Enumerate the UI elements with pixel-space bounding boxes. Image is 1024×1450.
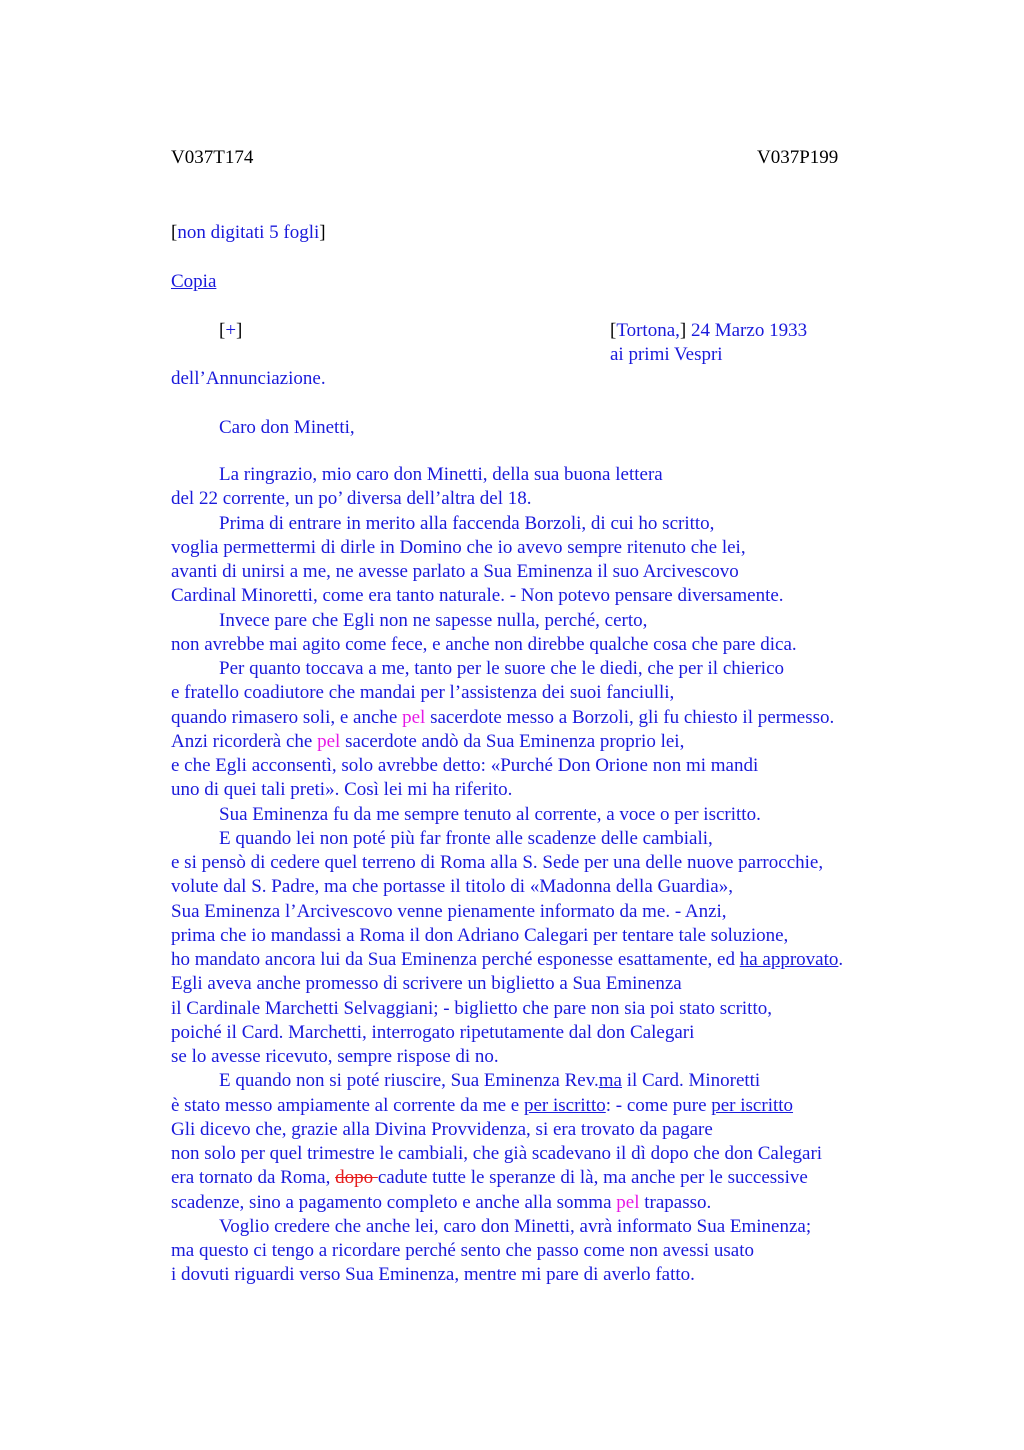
body-line [171, 948, 931, 972]
line-text: voglia permettermi di dirle in Domino che io avevo sempre ritenuto che lei, [171, 536, 746, 558]
line-text: Prima di entrare in merito alla faccenda Borzoli, di cui ho scritto, [219, 512, 715, 534]
highlight-text: pel [402, 706, 426, 728]
line-text: La ringrazio, mio caro don Minetti, della sua buona lettera [219, 464, 663, 485]
line-text: avanti di unirsi a me, ne avesse parlato a Sua Eminenza il suo Arcivescovo [171, 561, 739, 582]
highlight-text: pel [317, 730, 341, 752]
line-text: era tornato da Roma, [171, 1167, 336, 1189]
body-line [171, 1069, 931, 1093]
body-line [171, 487, 931, 511]
body-line [171, 609, 931, 633]
body-line [171, 536, 931, 560]
line-text: il Cardinale Marchetti Selvaggiani; - biglietto che pare non sia poi stato scritto, [171, 997, 772, 1019]
struck-text: dopo [335, 1167, 378, 1189]
bracket-open: [ [219, 320, 226, 341]
note-text: non digitati 5 fogli [177, 222, 320, 243]
body-line [171, 875, 931, 899]
header-left-code: V037T174 [171, 147, 254, 168]
editorial-note [171, 221, 326, 245]
line-text: uno di quei tali preti». Così lei mi ha riferito. [171, 779, 513, 801]
line-text: e che Egli acconsentì, solo avrebbe detto: «Purché Don Orione non mi mandi [171, 755, 759, 776]
line-text: volute dal S. Padre, ma che portasse il titolo di «Madonna della Guardia», [171, 876, 733, 898]
line-text: E quando non si poté riuscire, Sua Eminenza Rev. [219, 1070, 599, 1092]
line-text: non solo per quel trimestre le cambiali, che già scadevano il dì dopo che don Calegari [171, 1143, 823, 1164]
line-text: il Card. Minoretti [621, 1070, 761, 1092]
line-text: è stato messo ampiamente al corrente da me e [171, 1094, 524, 1116]
line-text: non avrebbe mai agito come fece, e anche non direbbe qualche cosa che pare dica. [171, 633, 797, 655]
body-line [171, 924, 931, 948]
bracket-close: ] [319, 222, 326, 243]
line-text: quando rimasero soli, e anche [171, 706, 403, 728]
underlined-text: per iscritto [523, 1094, 606, 1116]
body-line [171, 851, 931, 875]
body-line [171, 657, 931, 681]
line-text: Anzi ricorderà che [171, 730, 318, 752]
line-text: i dovuti riguardi verso Sua Eminenza, mentre mi pare di averlo fatto. [171, 1264, 695, 1286]
place-text: Tortona, [616, 320, 680, 341]
body-line [171, 972, 931, 996]
letter-body [171, 463, 931, 1288]
body-line [171, 1263, 931, 1287]
line-text: Gli dicevo che, grazie alla Divina Provvidenza, si era trovato da pagare [171, 1118, 713, 1140]
cross-mark [219, 319, 242, 343]
body-line [171, 1118, 931, 1142]
line-text: sacerdote messo a Borzoli, gli fu chiesto il permesso. [425, 706, 835, 728]
salutation: Caro don Minetti, [219, 417, 355, 438]
line-text: : - come pure [605, 1094, 712, 1116]
bracket-open: [ [171, 222, 178, 243]
line-text: Egli aveva anche promesso di scrivere un biglietto a Sua Eminenza [171, 973, 682, 995]
body-line [171, 1045, 931, 1069]
line-text: poiché il Card. Marchetti, interrogato ripetutamente dal don Calegari [171, 1021, 695, 1043]
line-text: ho mandato ancora lui da Sua Eminenza perché esponesse esattamente, ed [171, 949, 740, 970]
line-text: scadenze, sino a pagamento completo e anche alla somma [171, 1191, 617, 1213]
line-text: sacerdote andò da Sua Eminenza proprio lei, [340, 730, 685, 752]
body-line [171, 1239, 931, 1263]
underlined-text: ha approvato [739, 949, 839, 970]
body-line [171, 997, 931, 1021]
body-line [171, 706, 931, 730]
line-text: E quando lei non poté più far fronte alle scadenze delle cambiali, [219, 827, 713, 849]
header-right-code: V037P199 [757, 147, 839, 168]
line-text: Voglio credere che anche lei, caro don Minetti, avrà informato Sua Eminenza; [219, 1215, 812, 1237]
body-line [171, 1021, 931, 1045]
body-line [171, 1166, 931, 1190]
body-line [171, 633, 931, 657]
body-line [171, 1094, 931, 1118]
bracket-close: ] [236, 320, 243, 341]
line-text: Invece pare che Egli non ne sapesse nulla, perché, certo, [219, 609, 648, 631]
date-text: 24 Marzo 1933 [686, 320, 808, 341]
line-text: ma questo ci tengo a ricordare perché sento che passo come non avessi usato [171, 1240, 754, 1261]
date-line-2: ai primi Vespri [610, 344, 723, 365]
body-line [171, 584, 931, 608]
body-line [171, 681, 931, 705]
line-text: del 22 corrente, un po’ diversa dell’altra del 18. [171, 488, 532, 510]
underlined-text: per iscritto [711, 1094, 794, 1116]
copia-label: Copia [171, 271, 217, 292]
highlight-text: pel [616, 1191, 640, 1213]
bracket-close: ] [679, 320, 687, 341]
line-text: Cardinal Minoretti, come era tanto naturale. - Non potevo pensare diversamente. [171, 585, 784, 607]
body-line [171, 1142, 931, 1166]
body-line [171, 1215, 931, 1239]
body-line [171, 803, 931, 827]
line-text: prima che io mandassi a Roma il don Adriano Calegari per tentare tale soluzione, [171, 924, 789, 946]
line-text: trapasso. [639, 1191, 712, 1213]
line-text: Per quanto toccava a me, tanto per le suore che le diedi, che per il chierico [219, 658, 784, 679]
body-line [171, 754, 931, 778]
body-line [171, 827, 931, 851]
line-text: e fratello coadiutore che mandai per l’assistenza dei suoi fanciulli, [171, 682, 675, 704]
underlined-text: ma [598, 1070, 622, 1092]
line-text: Sua Eminenza l’Arcivescovo venne pienamente informato da me. - Anzi, [171, 900, 727, 922]
body-line [171, 1191, 931, 1215]
line-text: Sua Eminenza fu da me sempre tenuto al corrente, a voce o per iscritto. [219, 803, 761, 825]
body-line [171, 560, 931, 584]
bracket-open: [ [610, 320, 617, 341]
body-line [171, 778, 931, 802]
body-line [171, 512, 931, 536]
place-date [610, 319, 807, 343]
line-text: se lo avesse ricevuto, sempre rispose di no. [171, 1046, 499, 1067]
body-line [171, 463, 931, 487]
date-line-3: dell’Annunciazione. [171, 368, 326, 389]
body-line [171, 730, 931, 754]
line-text: . [838, 949, 844, 970]
body-line [171, 900, 931, 924]
line-text: cadute tutte le speranze di là, ma anche per le successive [377, 1167, 808, 1189]
line-text: e si pensò di cedere quel terreno di Roma alla S. Sede per una delle nuove parrocchie, [171, 852, 824, 873]
cross-icon: + [225, 320, 237, 341]
